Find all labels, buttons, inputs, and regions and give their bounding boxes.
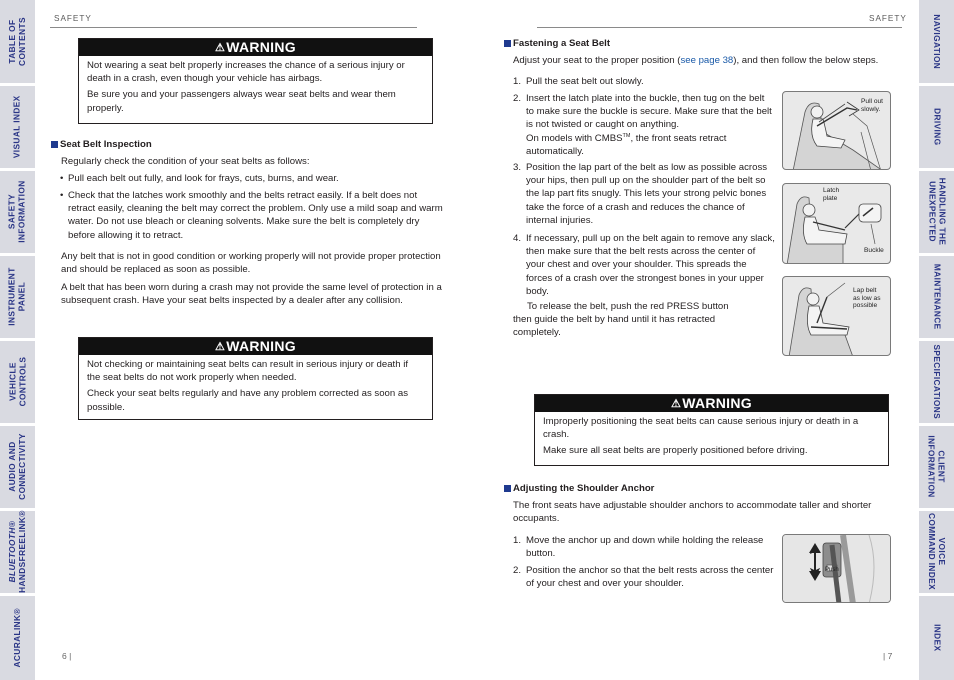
tab-label: MAINTENANCE (932, 264, 943, 330)
tab-label: INSTRUMENT PANEL (6, 267, 27, 327)
step-text: Insert the latch plate into the buckle, then tug on the belt to make sure the buckle is secure. Make sure that the belt is not twisted or caught on anything. (526, 93, 772, 131)
tab-label (8, 511, 27, 594)
warning-triangle-icon: ⚠ (671, 398, 682, 410)
tab-label: CLIENT INFORMATION (927, 435, 948, 499)
step-text: Pull the seat belt out slowly. (526, 76, 644, 87)
callout-latch-plate: Latch plate (823, 187, 840, 202)
illustration-pull-belt (782, 91, 891, 170)
tab-table-of-contents[interactable] (0, 0, 35, 83)
list-item (513, 232, 775, 298)
warning-title: WARNING (226, 338, 296, 354)
warning-text: Be sure you and your passengers always wear seat belts and wear them properly. (87, 89, 396, 114)
warning-text: Improperly positioning the seat belts can cause serious injury or death in a crash. (543, 416, 859, 441)
step-number: 2. (513, 93, 522, 104)
inspection-paragraph: Any belt that is not in good condition or working properly will not provide proper protection and should be replaced as soon as possible. (61, 251, 441, 276)
section-heading-text: Adjusting the Shoulder Anchor (513, 483, 655, 494)
tab-label: VISUAL INDEX (11, 95, 22, 159)
section-heading-inspection (51, 138, 152, 151)
warning-title: WARNING (226, 39, 296, 55)
step-number: 1. (513, 76, 522, 87)
page-reference-link[interactable]: see page 38 (680, 55, 734, 66)
callout-pull-out: Pull out slowly. (861, 98, 883, 113)
section-heading-anchor (504, 482, 654, 495)
warning-text: Not wearing a seat belt properly increases the chance of a serious injury or death in a crash, even though your vehicle has airbags. (87, 60, 405, 85)
warning-box-positioning (534, 394, 889, 466)
warning-title-bar (535, 395, 888, 412)
illustration-latch-buckle (782, 183, 891, 264)
tab-label: ACURALINK® (11, 608, 22, 668)
list-item (513, 92, 775, 158)
right-tab-bar (919, 0, 954, 680)
section-heading-text: Fastening a Seat Belt (513, 38, 611, 49)
step-number: 1. (513, 535, 522, 546)
header-rule-right (537, 27, 902, 28)
tab-acuralink[interactable] (0, 596, 35, 680)
step-note-text: On models with CMBS (526, 132, 623, 144)
list-item (513, 161, 775, 227)
tab-label: AUDIO AND CONNECTIVITY (6, 433, 27, 501)
tab-voice-command-index[interactable] (919, 511, 954, 593)
section-square-icon (504, 40, 511, 47)
section-heading-text: Seat Belt Inspection (60, 139, 152, 150)
page-header-right: SAFETY (869, 14, 907, 23)
warning-triangle-icon: ⚠ (215, 341, 226, 353)
callout-push: Push (825, 567, 839, 573)
warning-text: Make sure all seat belts are properly positioned before driving. (543, 445, 808, 457)
warning-box-seat-belt (78, 38, 433, 124)
list-item (513, 75, 775, 88)
warning-text: Check your seat belts regularly and have any problem corrected as soon as possible. (87, 388, 409, 413)
fastening-intro (513, 54, 903, 67)
step-number: 3. (513, 162, 522, 173)
warning-box-maintenance (78, 337, 433, 420)
intro-text: Adjust your seat to the proper position ( (513, 55, 681, 66)
tab-label: HANDLING THE UNEXPECTED (927, 178, 948, 246)
tab-client-information[interactable] (919, 426, 954, 508)
tab-safety-information[interactable] (0, 171, 35, 253)
step-note (526, 133, 726, 157)
warning-triangle-icon: ⚠ (215, 42, 226, 54)
illustration-lap-belt (782, 276, 891, 356)
step-note-text: , the front seats retract automatically. (526, 132, 727, 157)
illustration-shoulder-anchor (782, 534, 891, 603)
intro-text: ), and then follow the below steps. (733, 55, 879, 66)
tab-maintenance[interactable] (919, 256, 954, 338)
section-heading-fastening (504, 37, 610, 50)
tab-label: VEHICLE CONTROLS (6, 357, 27, 407)
step-number: 4. (513, 233, 522, 244)
page-number-right: | 7 (883, 651, 893, 661)
section-square-icon (504, 485, 511, 492)
warning-text: Not checking or maintaining seat belts can result in serious injury or death if the seat belts do not work properly when needed. (87, 359, 409, 384)
step-text: Position the lap part of the belt as low as possible across your hips, then pull up on the shoulder part of the belt so the lap part fits snugly. This lets your strong pelvic bones take the force of a crash and reduces the chance of internal injuries. (526, 162, 768, 226)
trademark-mark: TM (622, 132, 631, 139)
bullet: • (60, 173, 64, 184)
tab-bluetooth-handsfreelink[interactable] (0, 511, 35, 593)
callout-buckle: Buckle (864, 247, 884, 254)
tab-label-italic: BLUETOOTH® (6, 521, 17, 583)
step-text: Move the anchor up and down while holding the release button. (526, 535, 764, 560)
release-paragraph: To release the belt, push the red PRESS button then guide the belt by hand until it has retracted completely. (513, 301, 729, 339)
tab-label: SPECIFICATIONS (932, 344, 943, 420)
left-tab-bar (0, 0, 35, 680)
list-item (513, 534, 775, 560)
tab-instrument-panel[interactable] (0, 256, 35, 338)
tab-audio-and-connectivity[interactable] (0, 426, 35, 508)
warning-title-bar (79, 338, 432, 355)
tab-label: DRIVING (932, 108, 943, 146)
inspection-intro: Regularly check the condition of your seat belts as follows: (61, 156, 310, 167)
bullet-text: Pull each belt out fully, and look for frays, cuts, burns, and wear. (68, 173, 339, 184)
tab-vehicle-controls[interactable] (0, 341, 35, 423)
anchor-intro: The front seats have adjustable shoulder anchors to accommodate taller and shorter occupants. (513, 500, 872, 525)
tab-handling-the-unexpected[interactable] (919, 171, 954, 253)
bullet: • (60, 190, 64, 201)
section-square-icon (51, 141, 58, 148)
step-text: Position the anchor so that the belt rests across the center of your chest and over your shoulder. (526, 565, 774, 590)
tab-label: VOICE COMMAND INDEX (927, 513, 948, 591)
tab-driving[interactable] (919, 86, 954, 168)
tab-specifications[interactable] (919, 341, 954, 423)
tab-navigation[interactable] (919, 0, 954, 83)
tab-label: TABLE OF CONTENTS (6, 17, 27, 66)
list-item (60, 172, 445, 185)
list-item (60, 189, 445, 242)
tab-label-rest: HANDSFREELINK® (16, 510, 27, 594)
callout-lap-belt: Lap belt as low as possible (853, 287, 881, 310)
warning-title-bar (79, 39, 432, 56)
bullet-text: Check that the latches work smoothly and the belts retract easily. If a belt does not retract easily, cleaning the belt may correct the problem. Only use a mild soap and warm water. Do not use bleach or cleaning solvents. Make sure the belt is completely dry before allowing it to retract. (68, 190, 443, 241)
tab-label: INDEX (932, 624, 943, 652)
list-item (513, 564, 775, 590)
step-number: 2. (513, 565, 522, 576)
page-number-left: 6 | (62, 651, 72, 661)
tab-label: NAVIGATION (932, 14, 943, 69)
header-rule-left (50, 27, 417, 28)
inspection-paragraph: A belt that has been worn during a crash may not provide the same level of protection in a subsequent crash. Have your seat belts inspected by a dealer after any collision. (61, 282, 442, 307)
tab-label: SAFETY INFORMATION (6, 180, 27, 244)
step-text: If necessary, pull up on the belt again to remove any slack, then make sure that the belt rests across the center of your chest and over your shoulder. This spreads the forces of a crash over the strongest bones in your upper body. (526, 233, 775, 297)
warning-title: WARNING (682, 395, 752, 411)
tab-index[interactable] (919, 596, 954, 680)
page-header-left: SAFETY (54, 14, 92, 23)
tab-visual-index[interactable] (0, 86, 35, 168)
